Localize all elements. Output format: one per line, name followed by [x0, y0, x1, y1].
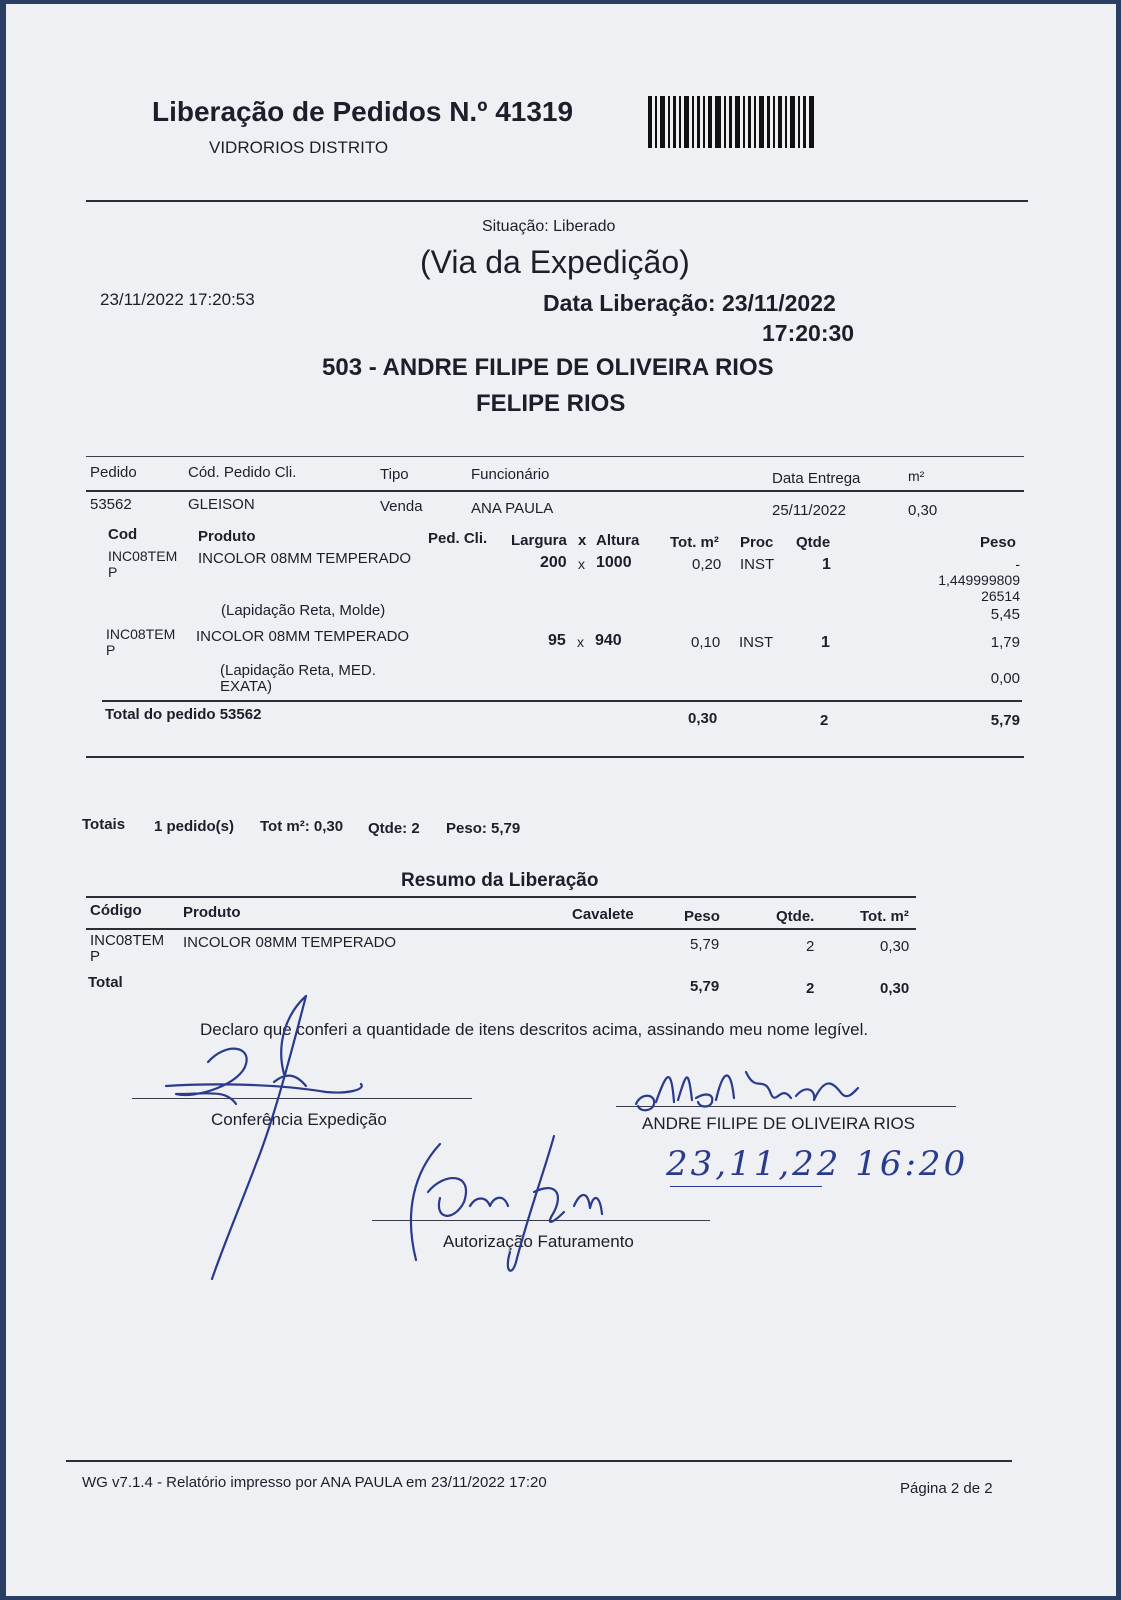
items-col-altura: Altura — [596, 532, 640, 549]
totais-peso: Peso: 5,79 — [446, 820, 521, 837]
items-col-ped-cli: Ped. Cli. — [428, 530, 488, 547]
order-pedido: 53562 — [90, 496, 132, 513]
item-2-qtde: 1 — [821, 634, 830, 651]
situacao-status: Situação: Liberado — [482, 218, 616, 235]
totais-label: Totais — [82, 816, 126, 833]
items-total-label: Total do pedido 53562 — [105, 706, 262, 723]
data-liberacao-time: 17:20:30 — [762, 320, 855, 346]
resumo-row-cod-cont: P — [90, 948, 101, 965]
company-name: VIDRORIOS DISTRITO — [209, 138, 389, 157]
items-total-peso: 5,79 — [990, 712, 1020, 729]
item-1-sub: (Lapidação Reta, Molde) — [221, 602, 386, 619]
barcode-icon — [648, 96, 818, 148]
resumo-row-peso: 5,79 — [690, 936, 720, 953]
item-2-cod-cont: P — [106, 642, 116, 658]
col-pedido: Pedido — [90, 464, 137, 481]
resumo-total-peso: 5,79 — [690, 978, 720, 995]
resumo-header-rule — [86, 928, 916, 930]
items-col-produto: Produto — [198, 528, 256, 545]
client-alias: FELIPE RIOS — [476, 390, 626, 417]
col-m2: m² — [908, 468, 925, 484]
resumo-title: Resumo da Liberação — [401, 870, 599, 891]
cliente-name-label: ANDRE FILIPE DE OLIVEIRA RIOS — [642, 1114, 916, 1133]
resumo-total-tot: 0,30 — [880, 980, 910, 997]
item-2-x: x — [577, 634, 584, 650]
item-1-tot-m2: 0,20 — [692, 556, 722, 573]
resumo-total-qtde: 2 — [806, 980, 815, 997]
handwritten-date-underline — [670, 1186, 822, 1187]
resumo-col-codigo: Código — [90, 902, 142, 919]
autorizacao-label: Autorização Faturamento — [443, 1232, 634, 1251]
item-1-cod: INC08TEM — [108, 548, 178, 564]
footer-page-number: Página 2 de 2 — [900, 1480, 993, 1497]
items-col-proc: Proc — [740, 534, 774, 551]
conferencia-signature-icon — [156, 994, 386, 1284]
item-2-sub-cont: EXATA) — [220, 678, 272, 695]
resumo-total-label: Total — [88, 974, 123, 991]
resumo-top-rule — [86, 896, 916, 898]
items-col-cod: Cod — [108, 526, 138, 543]
order-table-top-rule — [86, 456, 1024, 457]
resumo-row-cod: INC08TEM — [90, 932, 165, 949]
resumo-row-qtde: 2 — [806, 938, 815, 955]
items-col-peso: Peso — [980, 534, 1016, 551]
item-1-peso-dash: - — [1015, 556, 1020, 572]
item-1-peso: 1,449999809 — [938, 572, 1020, 588]
items-col-tot-m2: Tot. m² — [670, 534, 719, 551]
item-2-proc: INST — [739, 634, 774, 651]
item-2-sub-peso: 0,00 — [990, 670, 1020, 687]
item-1-x: x — [578, 556, 585, 572]
order-m2: 0,30 — [908, 502, 938, 519]
document-title: Liberação de Pedidos N.º 41319 — [152, 96, 574, 127]
header-divider — [86, 200, 1028, 202]
item-1-sub-peso: 5,45 — [990, 606, 1020, 623]
resumo-col-tot-m2: Tot. m² — [860, 908, 909, 925]
item-1-qtde: 1 — [822, 556, 831, 573]
item-1-cod-cont: P — [108, 564, 118, 580]
items-total-qtde: 2 — [820, 712, 829, 729]
item-1-produto: INCOLOR 08MM TEMPERADO — [198, 550, 412, 567]
col-cod-pedido-cli: Cód. Pedido Cli. — [188, 464, 297, 481]
items-total-rule — [102, 700, 1022, 702]
resumo-col-produto: Produto — [183, 904, 241, 921]
printed-timestamp: 23/11/2022 17:20:53 — [100, 290, 255, 309]
totais-pedidos: 1 pedido(s) — [154, 818, 235, 835]
item-2-tot-m2: 0,10 — [691, 634, 721, 651]
conferencia-label: Conferência Expedição — [211, 1110, 387, 1129]
items-col-x: x — [578, 532, 587, 549]
items-col-largura: Largura — [511, 532, 567, 549]
data-liberacao: Data Liberação: 23/11/2022 — [543, 290, 836, 316]
items-total-m2: 0,30 — [688, 710, 718, 727]
items-col-qtde: Qtde — [796, 534, 831, 551]
items-bottom-rule — [86, 756, 1024, 758]
order-tipo: Venda — [380, 498, 423, 515]
autorizacao-signature-icon — [404, 1132, 624, 1282]
client-name: 503 - ANDRE FILIPE DE OLIVEIRA RIOS — [322, 354, 774, 381]
resumo-col-qtde: Qtde. — [776, 908, 815, 925]
item-1-proc: INST — [740, 556, 775, 573]
order-funcionario: ANA PAULA — [471, 500, 554, 517]
item-2-largura: 95 — [548, 632, 566, 649]
item-2-cod: INC08TEM — [106, 626, 176, 642]
resumo-col-peso: Peso — [684, 908, 720, 925]
item-2-peso: 1,79 — [990, 634, 1020, 651]
col-funcionario: Funcionário — [471, 466, 550, 483]
item-1-largura: 200 — [540, 554, 567, 571]
footer-divider — [66, 1460, 1012, 1462]
order-data-entrega: 25/11/2022 — [772, 502, 846, 519]
resumo-row-tot: 0,30 — [880, 938, 910, 955]
order-cod-cli: GLEISON — [188, 496, 255, 513]
cliente-signature-icon — [626, 1054, 866, 1124]
item-2-produto: INCOLOR 08MM TEMPERADO — [196, 628, 410, 645]
declaration-text: Declaro que conferi a quantidade de itens descritos acima, assinando meu nome legível. — [200, 1020, 869, 1039]
col-tipo: Tipo — [380, 466, 409, 483]
via-label: (Via da Expedição) — [420, 244, 690, 280]
resumo-row-produto: INCOLOR 08MM TEMPERADO — [183, 934, 397, 951]
item-1-peso-cont: 26514 — [981, 588, 1020, 604]
handwritten-date: 23,11,22 16:20 — [666, 1144, 969, 1184]
totais-qtde: Qtde: 2 — [368, 820, 420, 837]
item-1-altura: 1000 — [596, 554, 632, 571]
item-2-sub: (Lapidação Reta, MED. — [220, 662, 376, 679]
order-table-header-rule — [86, 490, 1024, 492]
col-data-entrega: Data Entrega — [772, 470, 861, 487]
item-2-altura: 940 — [595, 632, 622, 649]
document-page — [6, 4, 1116, 1596]
totais-tot-m2: Tot m²: 0,30 — [260, 818, 344, 835]
resumo-col-cavalete: Cavalete — [572, 906, 634, 923]
footer-report-info: WG v7.1.4 - Relatório impresso por ANA PAULA em 23/11/2022 17:20 — [82, 1474, 547, 1491]
